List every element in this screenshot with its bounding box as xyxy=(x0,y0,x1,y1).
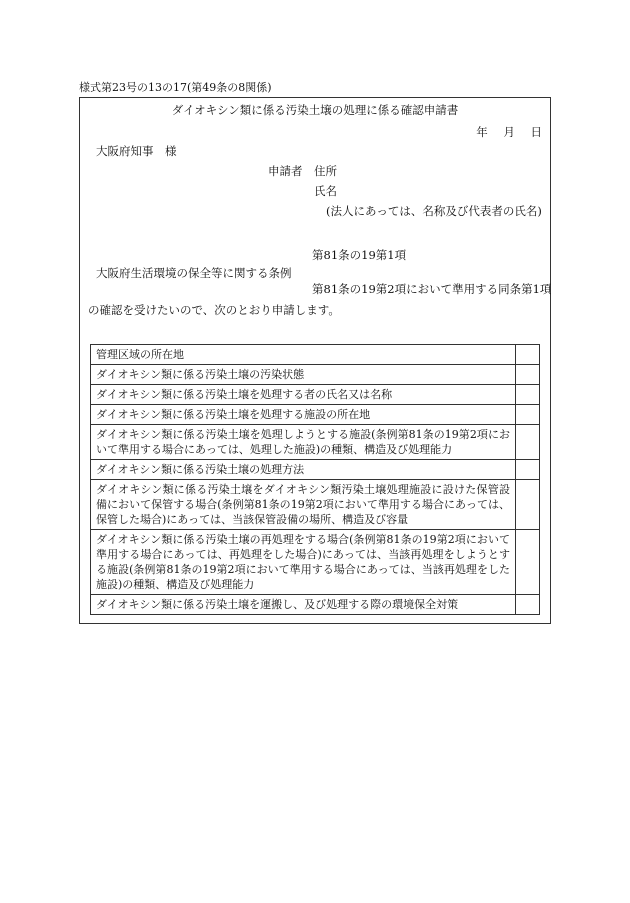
item-label: ダイオキシン類に係る汚染土壌を処理する施設の所在地 xyxy=(91,405,516,425)
item-value-field[interactable] xyxy=(516,530,540,595)
date-year-label: 年 xyxy=(476,125,488,139)
item-value-field[interactable] xyxy=(516,365,540,385)
application-items-table xyxy=(90,344,540,615)
legal-clause-2: 第81条の19第2項において準用する同条第1項 xyxy=(312,282,552,296)
table-row xyxy=(91,365,540,385)
applicant-note: (法人にあっては、名称及び代表者の氏名) xyxy=(326,204,542,218)
table-row xyxy=(91,425,540,460)
table-row xyxy=(91,385,540,405)
item-value-field[interactable] xyxy=(516,405,540,425)
item-label: ダイオキシン類に係る汚染土壌を処理しようとする施設(条例第81条の19第2項において準用する場合にあっては、処理した施設)の種類、構造及び処理能力 xyxy=(91,425,516,460)
ordinance-name: 大阪府生活環境の保全等に関する条例 xyxy=(96,266,292,280)
applicant-name-label: 氏名 xyxy=(314,184,337,198)
legal-clause-1: 第81条の19第1項 xyxy=(312,248,407,262)
date-day-label: 日 xyxy=(530,125,542,139)
item-label: ダイオキシン類に係る汚染土壌を運搬し、及び処理する際の環境保全対策 xyxy=(91,595,516,615)
form-title: ダイオキシン類に係る汚染土壌の処理に係る確認申請書 xyxy=(171,103,459,117)
table-row xyxy=(91,460,540,480)
item-value-field[interactable] xyxy=(516,345,540,365)
form-number: 様式第23号の13の17(第49条の8関係) xyxy=(79,81,272,94)
table-row xyxy=(91,480,540,530)
table-row xyxy=(91,595,540,615)
date-line xyxy=(464,125,542,140)
item-value-field[interactable] xyxy=(516,480,540,530)
application-form xyxy=(79,97,551,624)
item-value-field[interactable] xyxy=(516,425,540,460)
date-month-label: 月 xyxy=(503,125,515,139)
item-label: ダイオキシン類に係る汚染土壌の処理方法 xyxy=(91,460,516,480)
item-value-field[interactable] xyxy=(516,385,540,405)
addressee: 大阪府知事 様 xyxy=(96,144,177,158)
item-label: ダイオキシン類に係る汚染土壌の汚染状態 xyxy=(91,365,516,385)
item-label: ダイオキシン類に係る汚染土壌の再処理をする場合(条例第81条の19第2項において準用する場合にあっては、再処理をした場合)にあっては、当該再処理をしようとする施設(条例第81条の19第2項において準用する場合にあっては、当該再処理をした施設)の種類、構造及び処理能力 xyxy=(91,530,516,595)
item-value-field[interactable] xyxy=(516,595,540,615)
item-label: 管理区域の所在地 xyxy=(91,345,516,365)
table-row xyxy=(91,345,540,365)
item-value-field[interactable] xyxy=(516,460,540,480)
table-row xyxy=(91,405,540,425)
request-text: の確認を受けたいので、次のとおり申請します。 xyxy=(88,303,340,317)
item-label: ダイオキシン類に係る汚染土壌をダイオキシン類汚染土壌処理施設に設けた保管設備において保管する場合(条例第81条の19第2項において準用する場合にあっては、保管した場合)にあっては、当該保管設備の場所、構造及び容量 xyxy=(91,480,516,530)
applicant-address-label: 申請者 住所 xyxy=(268,164,337,178)
table-row xyxy=(91,530,540,595)
item-label: ダイオキシン類に係る汚染土壌を処理する者の氏名又は名称 xyxy=(91,385,516,405)
